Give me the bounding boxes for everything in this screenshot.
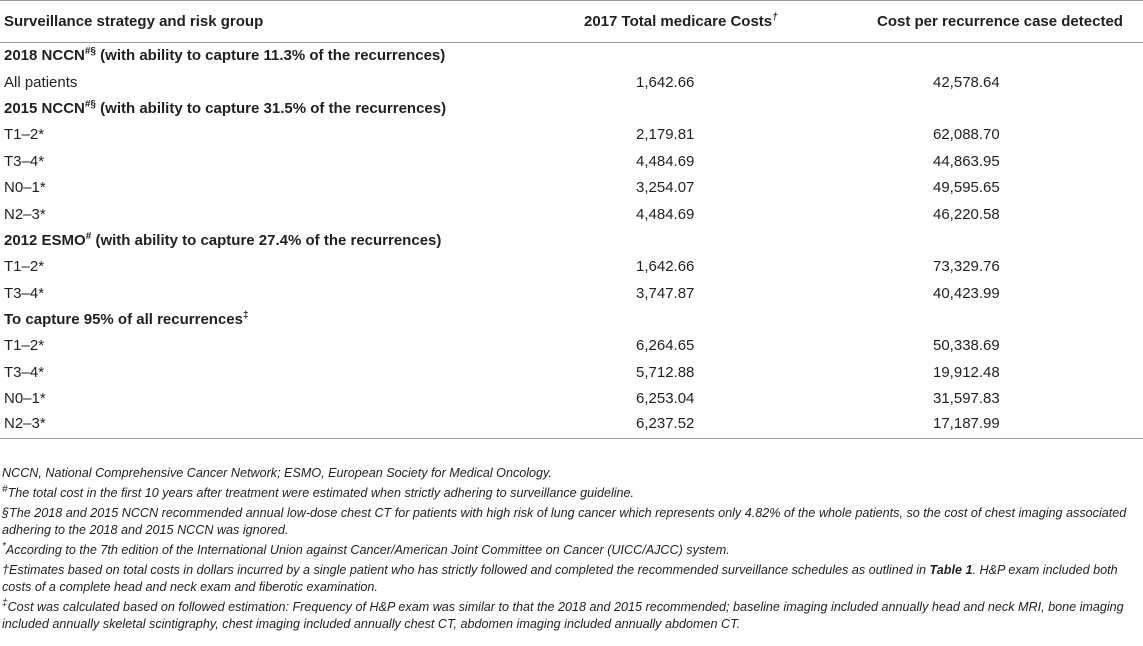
row-cost-per-case: 44,863.95 (933, 152, 1000, 170)
table-row (0, 174, 1143, 200)
group-row (0, 43, 1143, 69)
footnote-section: §The 2018 and 2015 NCCN recommended annual low-dose chest CT for patients with high risk of lung cancer which represents only 4.82% of the whole patients, so the cost of chest imaging associated adhering to the 2018 and 2015 NCCN was ignored. (2, 505, 1127, 537)
group-heading: To capture 95% of all recurrences‡ (4, 310, 249, 329)
row-total-cost: 5,712.88 (636, 363, 695, 381)
footnote-star: *According to the 7th edition of the International Union against Cancer/American Joint Committee on Cancer (UICC/AJCC) system. (2, 540, 730, 557)
table-row (0, 386, 1143, 412)
row-label: All patients (4, 73, 78, 91)
row-total-cost: 1,642.66 (636, 258, 695, 276)
table-row (0, 148, 1143, 174)
row-cost-per-case: 19,912.48 (933, 363, 1000, 381)
row-cost-per-case: 62,088.70 (933, 126, 1000, 144)
row-label: T1–2* (4, 258, 45, 276)
table-row (0, 69, 1143, 95)
row-label: T3–4* (4, 363, 45, 381)
row-label: T3–4* (4, 152, 45, 170)
row-total-cost: 4,484.69 (636, 152, 695, 170)
row-total-cost: 3,254.07 (636, 179, 695, 197)
row-cost-per-case: 46,220.58 (933, 205, 1000, 223)
row-cost-per-case: 42,578.64 (933, 73, 1000, 91)
row-label: N0–1* (4, 390, 46, 408)
table-body (0, 43, 1143, 439)
row-total-cost: 4,484.69 (636, 205, 695, 223)
table-row (0, 280, 1143, 306)
row-cost-per-case: 40,423.99 (933, 284, 1000, 302)
footnote-hash: #The total cost in the first 10 years after treatment were estimated when strictly adhering to surveillance guideline. (2, 483, 635, 500)
footnote-abbreviations: NCCN, National Comprehensive Cancer Network; ESMO, European Society for Medical Oncology. (2, 466, 552, 480)
row-total-cost: 6,237.52 (530, 412, 845, 438)
row-total-cost: 3,747.87 (636, 284, 695, 302)
group-row (0, 306, 1143, 332)
row-total-cost: 6,253.04 (636, 390, 695, 408)
row-total-cost: 6,264.65 (636, 337, 695, 355)
group-heading: 2012 ESMO# (with ability to capture 27.4% of the recurrences) (4, 230, 442, 249)
table-row (0, 254, 1143, 280)
row-cost-per-case: 17,187.99 (845, 412, 1143, 438)
table-row (0, 122, 1143, 148)
footnotes (2, 465, 1141, 636)
header-row (0, 1, 1143, 43)
row-cost-per-case: 31,597.83 (933, 390, 1000, 408)
table-row (0, 412, 1143, 438)
footnote-dagger: †Estimates based on total costs in dollars incurred by a single patient who has strictly followed and completed the recommended surveillance schedules as outlined in Table 1. H&P exam included both costs of a complete head and neck exam and fiberotic examination. (2, 562, 1118, 594)
table-row (0, 201, 1143, 227)
header-cost-per-case: Cost per recurrence case detected (845, 1, 1143, 43)
row-label: N2–3* (0, 412, 530, 438)
header-total-cost: 2017 Total medicare Costs† (530, 1, 845, 43)
group-heading: 2015 NCCN#§ (with ability to capture 31.5% of the recurrences) (4, 98, 447, 117)
group-heading: 2018 NCCN#§ (with ability to capture 11.3% of the recurrences) (4, 46, 446, 65)
row-label: T3–4* (4, 284, 45, 302)
table-row (0, 359, 1143, 385)
group-row (0, 227, 1143, 253)
row-total-cost: 1,642.66 (636, 73, 695, 91)
row-cost-per-case: 49,595.65 (933, 179, 1000, 197)
row-label: N0–1* (4, 179, 46, 197)
row-label: N2–3* (4, 205, 46, 223)
table-row (0, 333, 1143, 359)
group-row (0, 95, 1143, 121)
row-total-cost: 2,179.81 (636, 126, 695, 144)
row-label: T1–2* (4, 337, 45, 355)
footnote-double-dagger: ‡Cost was calculated based on followed estimation: Frequency of H&P exam was similar to that the 2018 and 2015 recommended; baseline imaging included annually head and neck MRI, bone imaging included annually skeletal scintigraphy, chest imaging included annually chest CT, abdomen imaging included annually abdomen CT. (2, 597, 1124, 632)
header-strategy: Surveillance strategy and risk group (0, 1, 530, 43)
row-label: T1–2* (4, 126, 45, 144)
row-cost-per-case: 50,338.69 (933, 337, 1000, 355)
row-cost-per-case: 73,329.76 (933, 258, 1000, 276)
